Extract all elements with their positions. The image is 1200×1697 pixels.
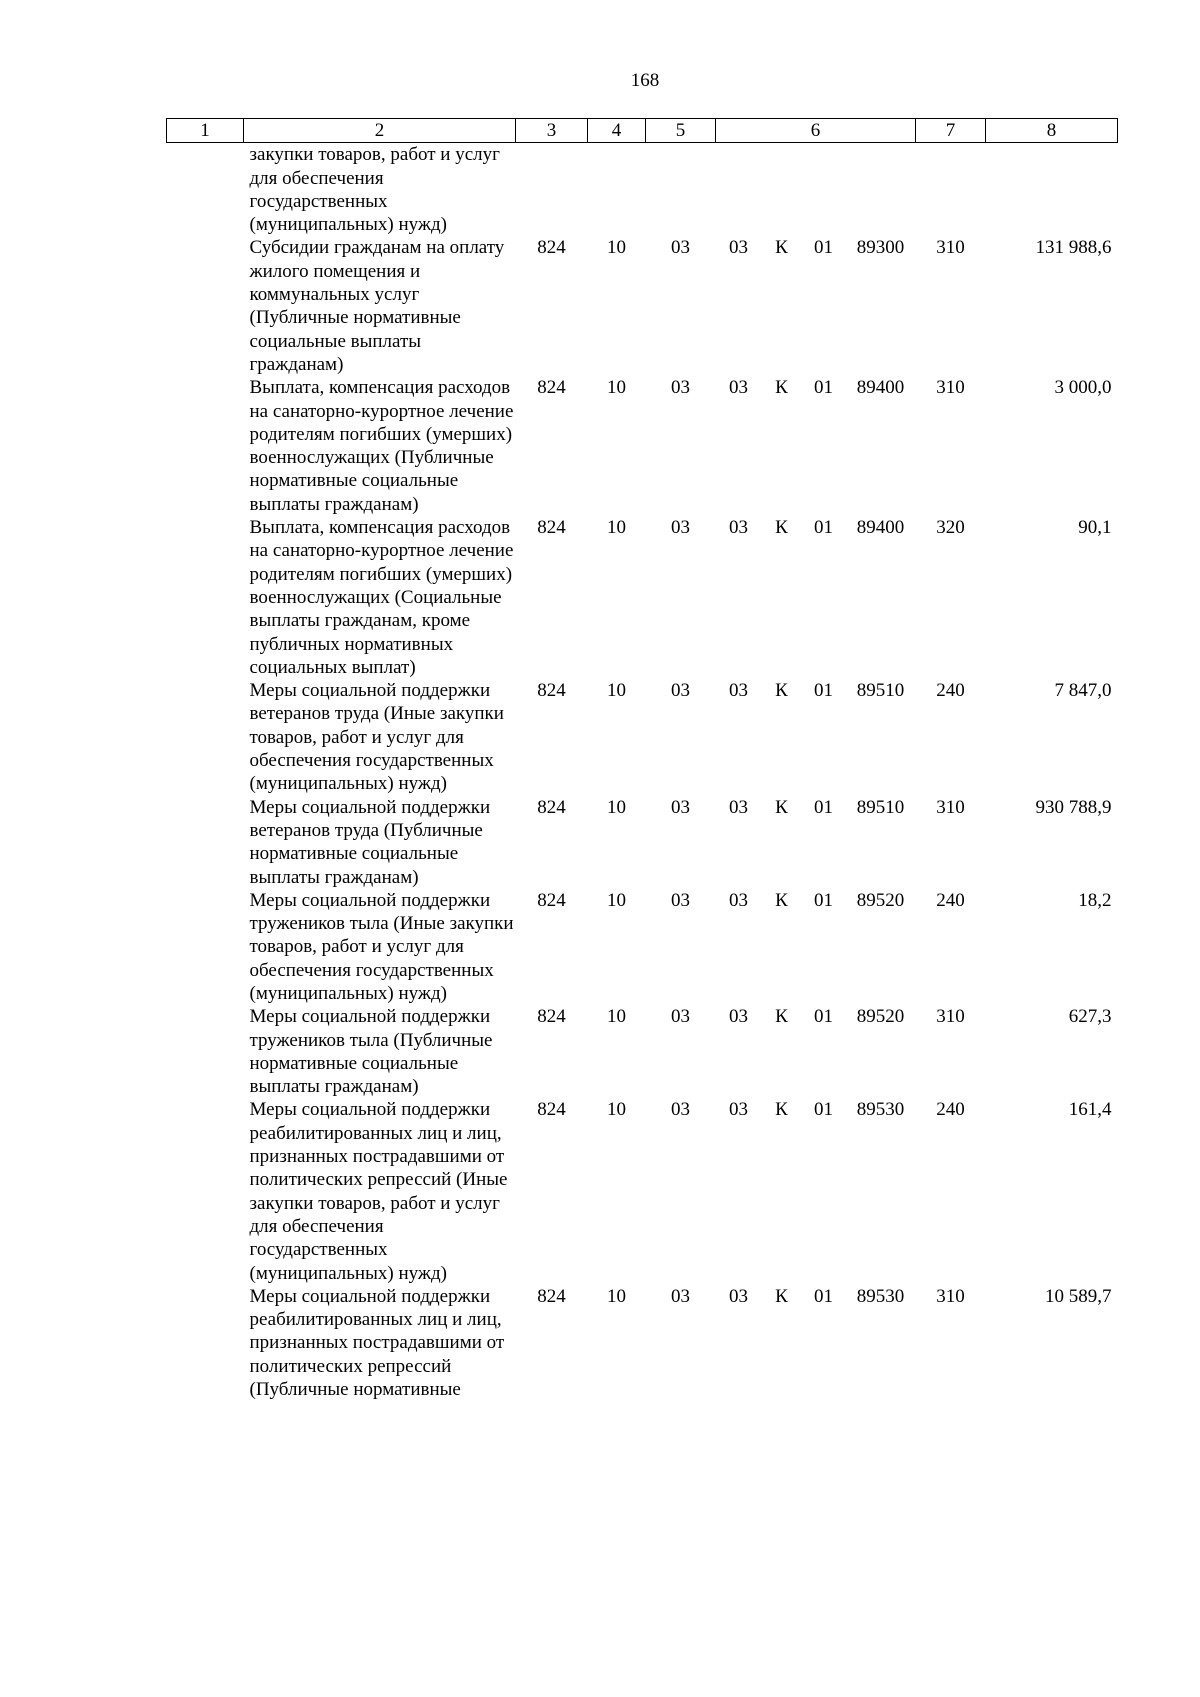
column-header: 7 — [916, 119, 986, 143]
description-cell: Меры социальной поддержки реабилитированных лиц и лиц, признанных пострадавшими от политических репрессий (Публичные нормативные — [249, 1285, 505, 1401]
empty-cell — [167, 376, 244, 516]
code-cell-6a: 03 — [729, 680, 748, 702]
code-cell-5: 03 — [671, 680, 690, 702]
code-cell-6c: 01 — [814, 796, 833, 818]
code-cell-6a: 03 — [729, 1006, 748, 1028]
column-header: 1 — [167, 119, 244, 143]
amount-cell: 10 589,7 — [1045, 1285, 1112, 1307]
code-cell-5: 03 — [671, 237, 690, 259]
code-cell-5: 03 — [671, 1006, 690, 1028]
code-cell-4: 10 — [607, 237, 626, 259]
code-cell-4: 10 — [607, 1285, 626, 1307]
code-cell-6b: К — [775, 377, 788, 399]
code-cell-3: 824 — [537, 889, 566, 911]
code-cell-6a: 03 — [729, 377, 748, 399]
code-cell-5: 03 — [671, 517, 690, 539]
table-row — [167, 516, 1118, 679]
code-cell-3: 824 — [537, 1006, 566, 1028]
code-cell-4: 10 — [607, 796, 626, 818]
empty-cell — [167, 1005, 244, 1098]
column-header: 6 — [716, 119, 916, 143]
code-cell-5: 03 — [671, 1099, 690, 1121]
code-cell-6d: 89510 — [856, 796, 905, 818]
description-cell: Выплата, компенсация расходов на санаторно-курортное лечение родителям погибших (умерших) военнослужащих (Публичные нормативные социальные выплаты гражданам) — [249, 377, 514, 515]
code-cell-7: 310 — [936, 1006, 965, 1028]
code-cell-4: 10 — [607, 889, 626, 911]
code-cell-6a: 03 — [729, 1285, 748, 1307]
code-cell-6d: 89530 — [856, 1285, 905, 1307]
code-cell-6a: 03 — [729, 237, 748, 259]
code-cell-7: 320 — [936, 517, 965, 539]
code-cell-3: 824 — [537, 237, 566, 259]
code-cell-6c: 01 — [814, 237, 833, 259]
code-cell-6d: 89400 — [856, 377, 905, 399]
code-cell-7: 310 — [936, 377, 965, 399]
code-cell-7: 240 — [936, 680, 965, 702]
table-row — [167, 1285, 1118, 1401]
code-cell-6c: 01 — [814, 377, 833, 399]
code-cell-6d: 89520 — [856, 889, 905, 911]
code-cell-6c: 01 — [814, 680, 833, 702]
code-cell-4: 10 — [607, 377, 626, 399]
code-cell-3: 824 — [537, 517, 566, 539]
code-cell-4: 10 — [607, 1099, 626, 1121]
code-cell-6b: К — [775, 889, 788, 911]
table-row — [167, 1005, 1118, 1098]
description-cell: Меры социальной поддержки ветеранов труда (Иные закупки товаров, работ и услуг для обеспечения государственных (муниципальных) нужд) — [249, 680, 504, 795]
code-cell-6a: 03 — [729, 517, 748, 539]
description-cell: Выплата, компенсация расходов на санаторно-курортное лечение родителям погибших (умерших) военнослужащих (Социальные выплаты гражданам, кроме публичных нормативных социальных выплат) — [249, 517, 514, 678]
description-cell: Меры социальной поддержки тружеников тыла (Публичные нормативные социальные выплаты гражданам) — [249, 1006, 493, 1098]
table-row — [167, 796, 1118, 889]
amount-cell: 7 847,0 — [1054, 680, 1112, 702]
code-cell-4: 10 — [607, 680, 626, 702]
description-cell: Меры социальной поддержки ветеранов труда (Публичные нормативные социальные выплаты гражданам) — [249, 796, 491, 888]
amount-cell: 161,4 — [1068, 1099, 1112, 1121]
amount-cell: 3 000,0 — [1054, 377, 1112, 399]
code-cell-5: 03 — [671, 796, 690, 818]
code-cell-6c: 01 — [814, 1099, 833, 1121]
table-row — [167, 889, 1118, 1005]
code-cell-7: 310 — [936, 237, 965, 259]
code-cell-6d: 89520 — [856, 1006, 905, 1028]
code-cell-6c: 01 — [814, 1285, 833, 1307]
description-cell: Субсидии гражданам на оплату жилого помещения и коммунальных услуг (Публичные нормативные социальные выплаты гражданам) — [249, 237, 505, 375]
code-cell-7: 240 — [936, 889, 965, 911]
empty-cell — [167, 1098, 244, 1284]
continuation-text: закупки товаров, работ и услуг для обеспечения государственных (муниципальных) нужд) — [249, 144, 500, 236]
code-cell-6d: 89510 — [856, 680, 905, 702]
code-cell-6a: 03 — [729, 1099, 748, 1121]
table-row — [167, 376, 1118, 516]
page-number: 168 — [630, 70, 660, 91]
empty-cell — [167, 236, 244, 376]
amount-cell: 930 788,9 — [1035, 796, 1112, 818]
code-cell-6b: К — [775, 1099, 788, 1121]
code-cell-6b: К — [775, 680, 788, 702]
code-cell-6d: 89300 — [856, 237, 905, 259]
code-cell-5: 03 — [671, 377, 690, 399]
code-cell-7: 240 — [936, 1099, 965, 1121]
table-row — [167, 1098, 1118, 1284]
code-cell-6d: 89530 — [856, 1099, 905, 1121]
empty-cell — [167, 796, 244, 889]
table-body — [167, 143, 1118, 1402]
code-cell-6b: К — [775, 1006, 788, 1028]
empty-cell — [167, 1285, 244, 1401]
description-cell: Меры социальной поддержки тружеников тыла (Иные закупки товаров, работ и услуг для обеспечения государственных (муниципальных) нужд) — [249, 889, 514, 1004]
amount-cell: 90,1 — [1078, 517, 1112, 539]
column-header: 8 — [986, 119, 1118, 143]
code-cell-3: 824 — [537, 796, 566, 818]
amount-cell: 131 988,6 — [1035, 237, 1112, 259]
code-cell-6b: К — [775, 1285, 788, 1307]
code-cell-3: 824 — [537, 1099, 566, 1121]
table-header — [167, 119, 1118, 143]
column-header: 3 — [516, 119, 588, 143]
code-cell-6a: 03 — [729, 889, 748, 911]
code-cell-6b: К — [775, 796, 788, 818]
empty-cell — [167, 516, 244, 679]
amount-cell: 627,3 — [1068, 1006, 1112, 1028]
code-cell-3: 824 — [537, 1285, 566, 1307]
code-cell-6c: 01 — [814, 889, 833, 911]
code-cell-5: 03 — [671, 889, 690, 911]
code-cell-6b: К — [775, 237, 788, 259]
budget-table — [166, 118, 1118, 1401]
amount-cell: 18,2 — [1078, 889, 1112, 911]
description-cell: Меры социальной поддержки реабилитированных лиц и лиц, признанных пострадавшими от политических репрессий (Иные закупки товаров, работ и услуг для обеспечения государственных (муниципальных) нужд) — [249, 1099, 508, 1284]
code-cell-7: 310 — [936, 1285, 965, 1307]
code-cell-6d: 89400 — [856, 517, 905, 539]
empty-cell — [167, 889, 244, 1005]
column-header: 4 — [588, 119, 646, 143]
code-cell-6c: 01 — [814, 1006, 833, 1028]
code-cell-6b: К — [775, 517, 788, 539]
table-row — [167, 679, 1118, 795]
code-cell-7: 310 — [936, 796, 965, 818]
code-cell-4: 10 — [607, 1006, 626, 1028]
code-cell-6c: 01 — [814, 517, 833, 539]
empty-cell — [167, 679, 244, 795]
code-cell-5: 03 — [671, 1285, 690, 1307]
table-row — [167, 143, 1118, 237]
column-header: 2 — [244, 119, 516, 143]
code-cell-3: 824 — [537, 377, 566, 399]
code-cell-4: 10 — [607, 517, 626, 539]
table-row — [167, 236, 1118, 376]
column-header: 5 — [646, 119, 716, 143]
code-cell-6a: 03 — [729, 796, 748, 818]
code-cell-3: 824 — [537, 680, 566, 702]
